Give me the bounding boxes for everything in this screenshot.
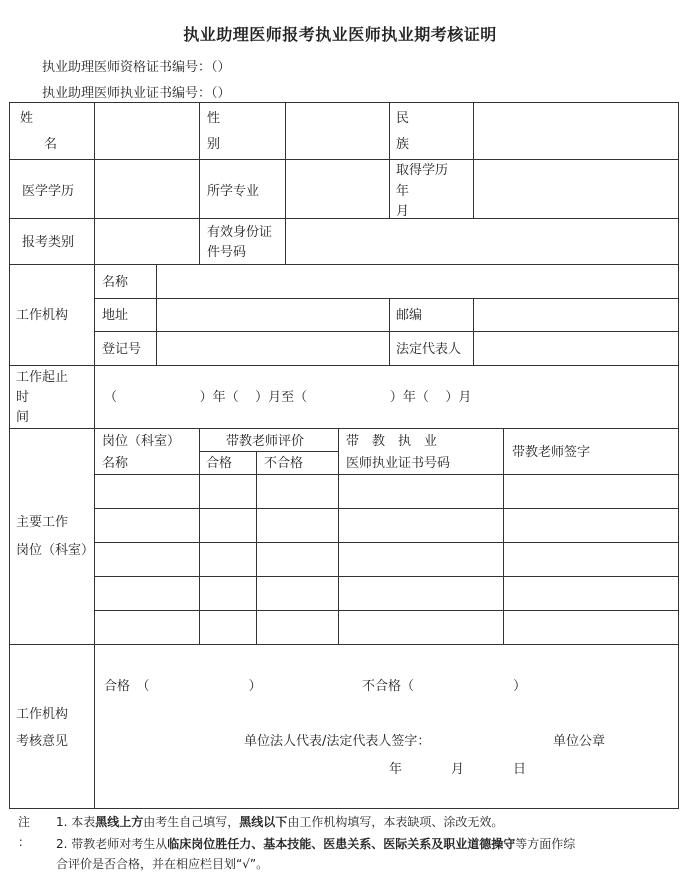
table-vline <box>285 102 286 265</box>
note-2: 2. 带教老师对考生从临床岗位胜任力、基本技能、医患关系、医际关系及职业道德操守等方面作综 <box>56 837 576 851</box>
name-label-a: 姓 <box>20 111 34 126</box>
note-2-continued: 合评价是否合格，并在相应栏目划“√”。 <box>56 857 269 871</box>
id-label-b: 件号码 <box>207 245 247 260</box>
table-vline <box>156 264 157 366</box>
note-mark-b: ： <box>18 835 31 849</box>
education-label: 医学学历 <box>22 184 75 199</box>
posts-label-a: 主要工作 <box>16 515 69 530</box>
period-label-a: 工作起止 <box>16 370 69 385</box>
table-hline <box>9 808 679 809</box>
table-hline <box>9 428 679 429</box>
posts-label-b: 岗位（科室） <box>16 543 95 558</box>
table-vline <box>199 102 200 265</box>
org-label: 工作机构 <box>16 308 69 323</box>
table-hline <box>94 474 679 475</box>
table-hline <box>9 365 679 366</box>
col-cert-label-a: 带 教 执 业 <box>346 434 438 449</box>
name-label-b: 名 <box>44 137 58 152</box>
opinion-seal: 单位公章 <box>553 734 606 749</box>
opinion-label-a: 工作机构 <box>16 707 69 722</box>
table-hline <box>94 542 679 543</box>
ethnic-label-a: 民 <box>396 111 410 126</box>
period-label-b: 时 <box>16 390 30 405</box>
table-hline <box>94 331 679 332</box>
col-pass-label: 合格 <box>206 456 233 471</box>
category-label: 报考类别 <box>22 235 75 250</box>
table-hline <box>199 451 339 452</box>
col-cert-label-b: 医师执业证书号码 <box>346 456 451 471</box>
period-label-c: 间 <box>16 410 30 425</box>
table-hline <box>9 644 679 645</box>
table-vline <box>389 298 390 366</box>
opinion-day: 日 <box>513 762 527 777</box>
org-registration-label: 登记号 <box>102 342 142 357</box>
opinion-month: 月 <box>451 762 465 777</box>
opinion-fail: 不合格（ ） <box>362 679 527 694</box>
org-address-label: 地址 <box>102 308 129 323</box>
opinion-signature: 单位法人代表/法定代表人签字： <box>244 734 431 749</box>
table-hline <box>9 264 679 265</box>
org-postcode-label: 邮编 <box>396 308 423 323</box>
table-vline <box>503 428 504 645</box>
practice-cert-number: 执业助理医师执业证书编号：（） <box>42 86 231 101</box>
table-hline <box>94 298 679 299</box>
note-mark-a: 注 <box>18 815 31 829</box>
opinion-pass: 合格 （ ） <box>104 679 262 694</box>
col-sign-label: 带教老师签字 <box>512 445 591 460</box>
period-text: （ ）年（ ）月至（ ）年（ ）月 <box>104 390 472 405</box>
col-fail-label: 不合格 <box>264 456 304 471</box>
col-eval-label: 带教老师评价 <box>226 434 305 449</box>
table-hline <box>94 610 679 611</box>
qualification-cert-number: 执业助理医师资格证书编号：（） <box>42 60 231 75</box>
col-post-label-a: 岗位（科室） <box>102 434 181 449</box>
gender-label-b: 别 <box>207 137 221 152</box>
col-post-label-b: 名称 <box>102 456 129 471</box>
org-name-label: 名称 <box>102 275 129 290</box>
table-hline <box>9 218 679 219</box>
obtain-month-label: 月 <box>396 204 410 219</box>
table-vline <box>94 102 95 809</box>
opinion-year: 年 <box>389 762 403 777</box>
note-1: 1. 本表黑线上方由考生自己填写，黑线以下由工作机构填写，本表缺项、涂改无效。 <box>56 815 504 829</box>
org-legal-rep-label: 法定代表人 <box>396 342 462 357</box>
table-vline <box>473 298 474 366</box>
document-title: 执业助理医师报考执业医师执业期考核证明 <box>183 25 497 44</box>
table-hline <box>94 576 679 577</box>
table-hline <box>9 102 679 103</box>
table-vline <box>473 102 474 219</box>
obtain-year-label: 年 <box>396 184 410 199</box>
table-vline <box>9 102 10 809</box>
opinion-label-b: 考核意见 <box>16 734 69 749</box>
table-vline <box>389 102 390 219</box>
table-vline <box>338 428 339 645</box>
major-label: 所学专业 <box>207 184 260 199</box>
table-hline <box>9 159 679 160</box>
id-label-a: 有效身份证 <box>207 225 273 240</box>
table-vline <box>199 428 200 645</box>
gender-label-a: 性 <box>207 111 221 126</box>
ethnic-label-b: 族 <box>396 137 410 152</box>
obtain-degree-label: 取得学历 <box>396 163 449 178</box>
table-vline <box>256 451 257 645</box>
table-vline <box>678 102 679 809</box>
table-hline <box>94 508 679 509</box>
